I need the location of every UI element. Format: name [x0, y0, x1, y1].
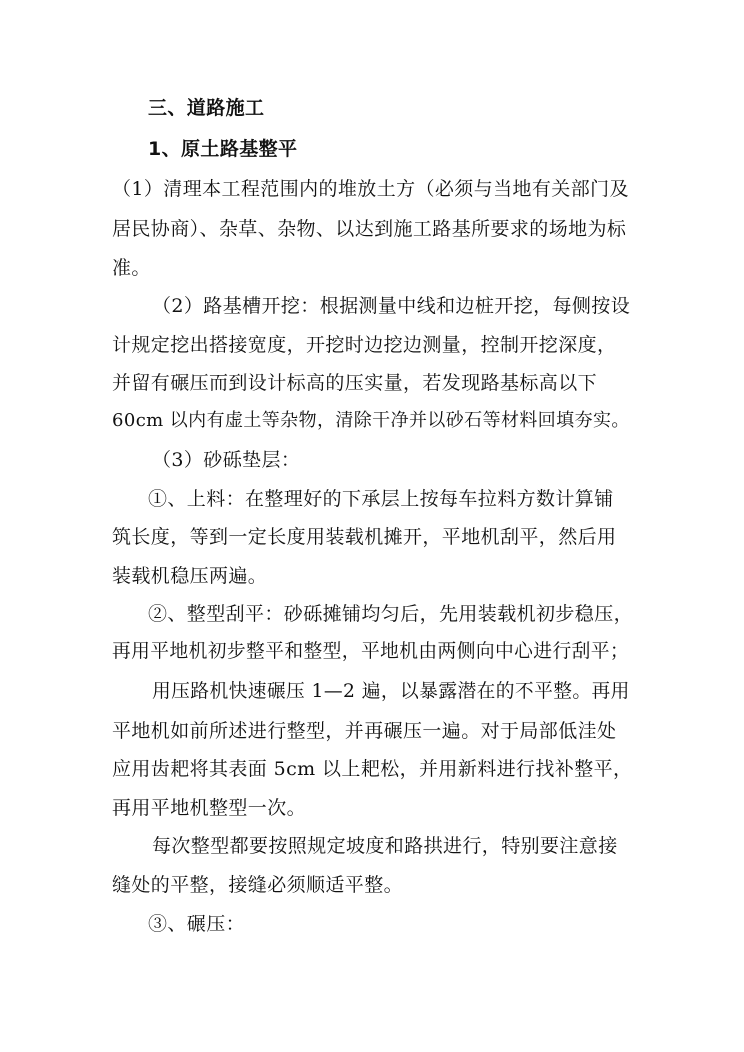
paragraph-line: 计规定挖出搭接宽度，开挖时边挖边测量，控制开挖深度，	[112, 334, 617, 356]
paragraph-line: 筑长度，等到一定长度用装载机摊开，平地机刮平，然后用	[112, 526, 617, 548]
paragraph-line: 居民协商）、杂草、杂物、以达到施工路基所要求的场地为标	[112, 218, 627, 240]
paragraph-line: 装载机稳压两遍。	[112, 565, 268, 587]
paragraph-line: 应用齿耙将其表面 5cm 以上耙松，并用新料进行找补整平，	[112, 758, 633, 780]
paragraph-line: 并留有碾压而到设计标高的压实量，若发现路基标高以下	[112, 372, 598, 394]
paragraph-line: （1）清理本工程范围内的堆放土方（必须与当地有关部门及	[112, 178, 629, 200]
subsection-heading: 1、原土路基整平	[148, 138, 298, 160]
paragraph-line: 平地机如前所述进行整型，并再碾压一遍。对于局部低洼处	[112, 720, 617, 742]
paragraph-line: （3）砂砾垫层：	[152, 449, 301, 471]
section-heading: 三、道路施工	[148, 97, 265, 119]
paragraph-line: 用压路机快速碾压 1—2 遍，以暴露潜在的不平整。再用	[152, 681, 630, 702]
paragraph-line: ②、整型刮平：砂砾摊铺均匀后，先用装载机初步稳压，	[148, 603, 634, 625]
paragraph-line: 再用平地机整型一次。	[112, 797, 307, 819]
paragraph-line: （2）路基槽开挖：根据测量中线和边桩开挖，每侧按设	[152, 295, 631, 317]
paragraph-line: ①、上料：在整理好的下承层上按每车拉料方数计算铺	[148, 488, 614, 510]
paragraph-line: ③、碾压：	[148, 913, 246, 935]
paragraph-line: 再用平地机初步整平和整型，平地机由两侧向中心进行刮平；	[112, 641, 630, 662]
paragraph-line: 准。	[112, 257, 151, 279]
paragraph-line: 缝处的平整，接缝必须顺适平整。	[112, 874, 404, 896]
paragraph-line: 60cm 以内有虚土等杂物，清除干净并以砂石等材料回填夯实。	[112, 410, 630, 431]
paragraph-line: 每次整型都要按照规定坡度和路拱进行，特别要注意接	[152, 835, 618, 857]
